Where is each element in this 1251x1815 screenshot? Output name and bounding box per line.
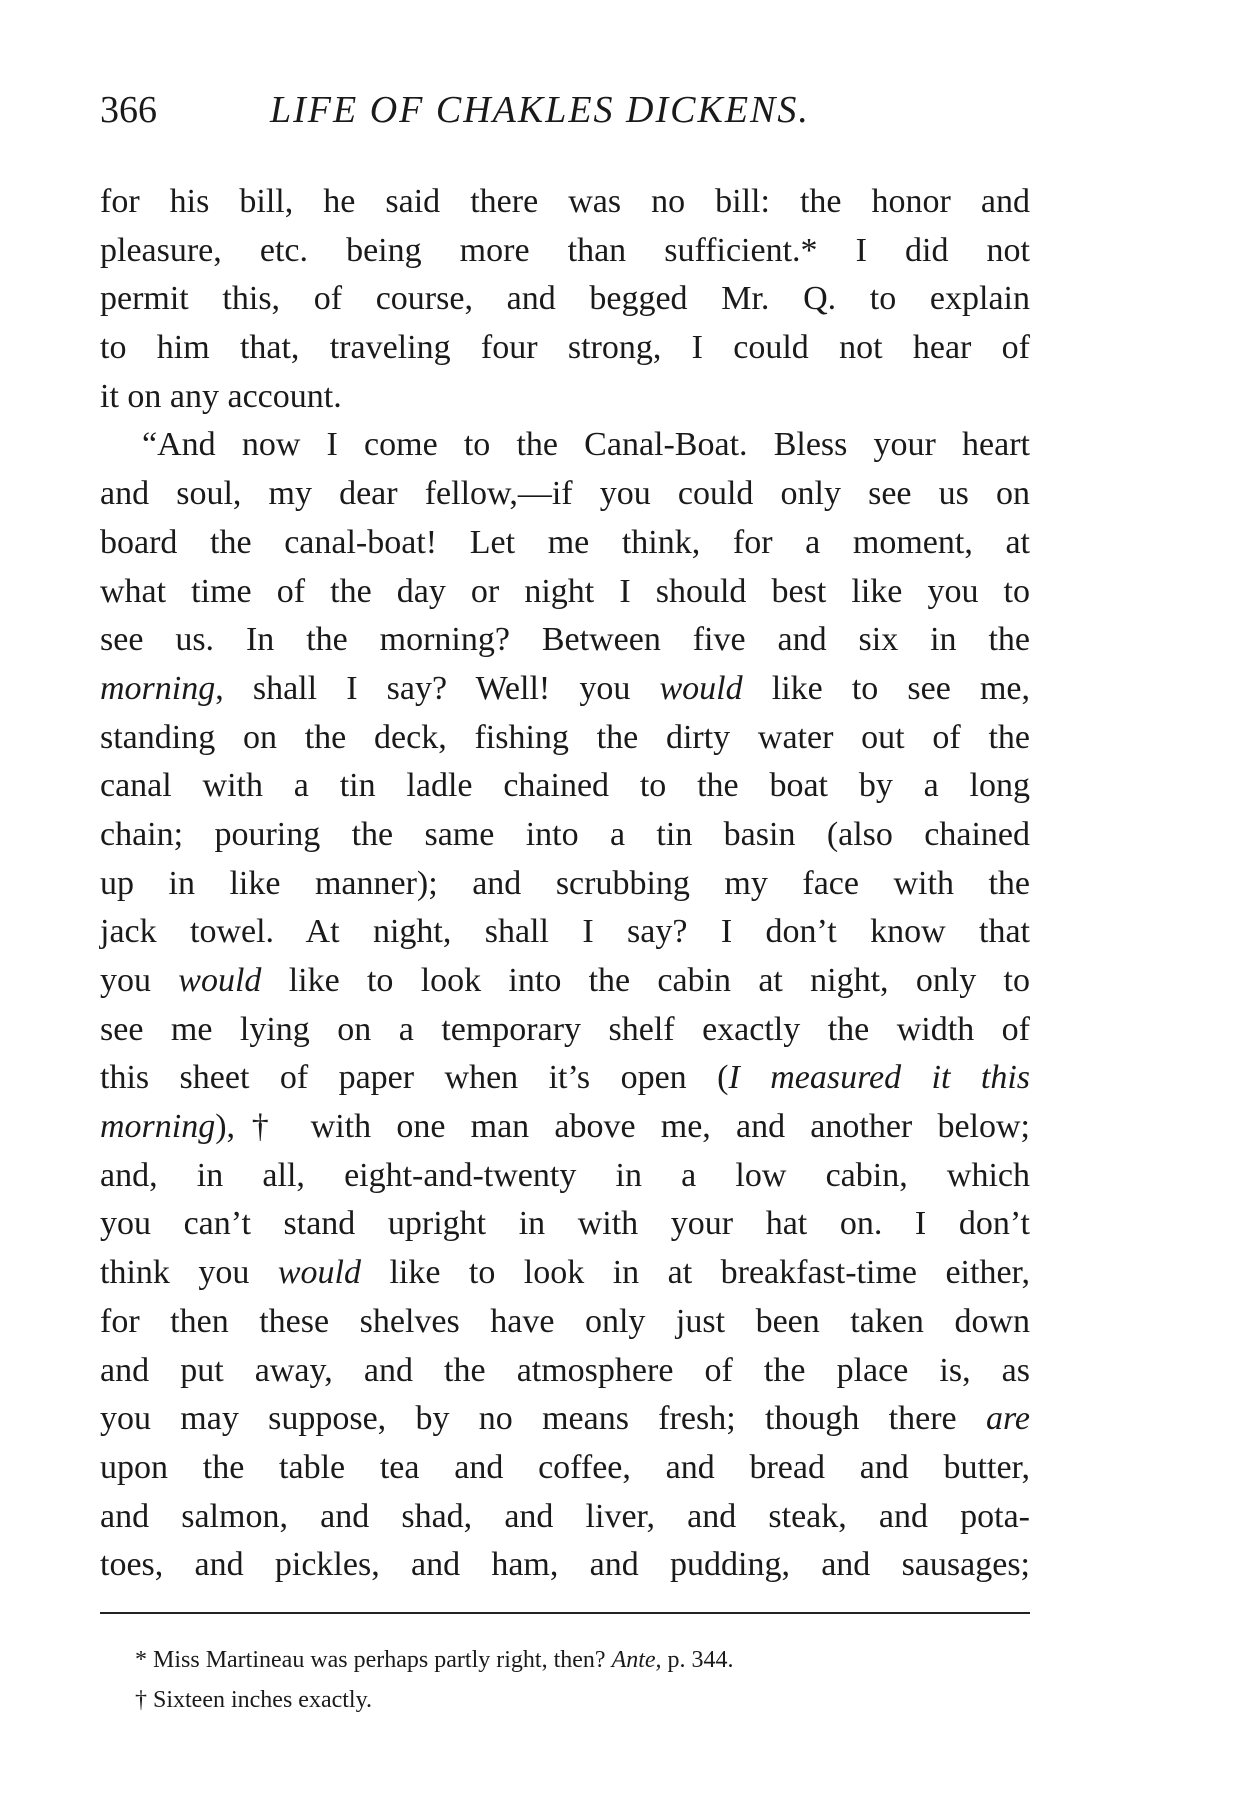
text-line: this sheet of paper when it’s open (I measured it this	[100, 1059, 1030, 1097]
text-line: jack towel. At night, shall I say? I don’t know that	[100, 913, 1030, 951]
text-line: canal with a tin ladle chained to the boat by a long	[100, 767, 1030, 805]
text-line: “And now I come to the Canal-Boat. Bless your heart	[142, 426, 1030, 464]
text-line: and soul, my dear fellow,—if you could only see us on	[100, 475, 1030, 513]
text-line: see us. In the morning? Between five and six in the	[100, 621, 1030, 659]
text-line: to him that, traveling four strong, I could not hear of	[100, 329, 1030, 367]
text-line: standing on the deck, fishing the dirty water out of the	[100, 718, 1030, 756]
text-line: for then these shelves have only just been taken down	[100, 1302, 1030, 1340]
footnote: † Sixteen inches exactly.	[135, 1687, 373, 1713]
text-line: upon the table tea and coffee, and bread and butter,	[100, 1448, 1030, 1486]
text-line: up in like manner); and scrubbing my face with the	[100, 864, 1030, 902]
text-line: board the canal-boat! Let me think, for a moment, at	[100, 523, 1030, 561]
text-line: what time of the day or night I should best like you to	[100, 572, 1030, 610]
text-line: and put away, and the atmosphere of the place is, as	[100, 1351, 1030, 1389]
text-line: permit this, of course, and begged Mr. Q. to explain	[100, 280, 1030, 318]
footnote-divider	[100, 1612, 1030, 1614]
text-line: and, in all, eight-and-twenty in a low cabin, which	[100, 1156, 1030, 1194]
footnotes	[135, 1640, 1015, 1720]
text-line: it on any account.	[100, 377, 342, 415]
text-line: pleasure, etc. being more than sufficient.* I did not	[100, 231, 1030, 269]
text-line: chain; pouring the same into a tin basin (also chained	[100, 815, 1030, 853]
text-line: think you would like to look in at breakfast-time either,	[100, 1254, 1030, 1292]
page-header	[100, 88, 1030, 148]
text-line: you may suppose, by no means fresh; though there are	[100, 1400, 1030, 1438]
footnote: * Miss Martineau was perhaps partly right, then? Ante, p. 344.	[135, 1647, 734, 1673]
text-line: for his bill, he said there was no bill: the honor and	[100, 183, 1030, 220]
text-line: you would like to look into the cabin at night, only to	[100, 962, 1031, 999]
running-title: LIFE OF CHAKLES DICKENS.	[270, 89, 810, 131]
text-line: see me lying on a temporary shelf exactly the width of	[100, 1010, 1030, 1048]
body-text	[100, 178, 1030, 1590]
page-number: 366	[100, 89, 157, 131]
text-line: toes, and pickles, and ham, and pudding, and sausages;	[100, 1546, 1030, 1584]
text-line: and salmon, and shad, and liver, and steak, and pota-	[100, 1497, 1030, 1535]
text-line: you can’t stand upright in with your hat on. I don’t	[100, 1205, 1030, 1243]
text-line: morning, shall I say? Well! you would like to see me,	[100, 669, 1030, 707]
text-line: morning),† with one man above me, and another below;	[100, 1108, 1030, 1146]
